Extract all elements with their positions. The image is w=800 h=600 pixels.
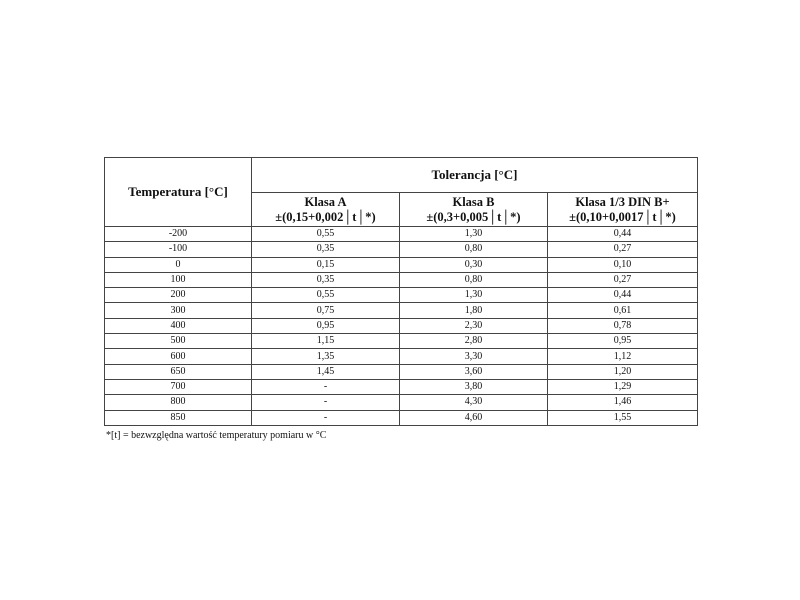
class-a-formula: ±(0,15+0,002│t│*) [275, 209, 376, 224]
class-din-cell: 0,27 [548, 272, 698, 287]
table-row [105, 410, 698, 425]
class-b-cell: 1,80 [400, 303, 548, 318]
class-a-cell: 1,15 [252, 334, 400, 349]
temp-cell: 700 [105, 379, 252, 394]
class-b-cell: 3,30 [400, 349, 548, 364]
temp-cell: 600 [105, 349, 252, 364]
class-din-cell: 0,78 [548, 318, 698, 333]
class-b-cell: 0,80 [400, 272, 548, 287]
class-din-cell: 1,29 [548, 379, 698, 394]
class-a-cell: 1,35 [252, 349, 400, 364]
class-b-cell: 3,60 [400, 364, 548, 379]
table-row [105, 288, 698, 303]
class-din-cell: 1,55 [548, 410, 698, 425]
temperature-header: Temperatura [°C] [105, 158, 252, 227]
temp-cell: -100 [105, 242, 252, 257]
class-a-header [252, 193, 400, 227]
class-a-cell: 0,55 [252, 227, 400, 242]
table-row [105, 395, 698, 410]
table-row [105, 364, 698, 379]
temp-cell: 400 [105, 318, 252, 333]
class-b-cell: 2,30 [400, 318, 548, 333]
class-b-cell: 4,30 [400, 395, 548, 410]
class-din-cell: 0,10 [548, 257, 698, 272]
class-a-cell: 0,35 [252, 242, 400, 257]
class-a-cell: 0,75 [252, 303, 400, 318]
class-din-cell: 0,27 [548, 242, 698, 257]
class-b-cell: 4,60 [400, 410, 548, 425]
class-b-formula: ±(0,3+0,005│t│*) [426, 209, 521, 224]
class-din-cell: 1,20 [548, 364, 698, 379]
temp-cell: 800 [105, 395, 252, 410]
table-row [105, 227, 698, 242]
class-din-formula: ±(0,10+0,0017│t│*) [569, 209, 676, 224]
temp-cell: 650 [105, 364, 252, 379]
temp-cell: 300 [105, 303, 252, 318]
table-row [105, 334, 698, 349]
table-row [105, 303, 698, 318]
class-a-cell: 0,95 [252, 318, 400, 333]
temp-cell: 0 [105, 257, 252, 272]
tolerance-header: Tolerancja [°C] [252, 158, 698, 193]
class-din-cell: 0,44 [548, 227, 698, 242]
class-a-cell: 0,35 [252, 272, 400, 287]
class-b-cell: 0,80 [400, 242, 548, 257]
class-b-cell: 1,30 [400, 288, 548, 303]
class-b-cell: 1,30 [400, 227, 548, 242]
class-din-cell: 0,95 [548, 334, 698, 349]
class-din-header [548, 193, 698, 227]
table-row [105, 318, 698, 333]
table-row [105, 272, 698, 287]
temp-cell: 500 [105, 334, 252, 349]
class-a-name: Klasa A [304, 194, 347, 209]
table-row [105, 242, 698, 257]
temp-cell: 200 [105, 288, 252, 303]
temp-cell: 100 [105, 272, 252, 287]
class-b-cell: 2,80 [400, 334, 548, 349]
tolerance-table [104, 157, 698, 426]
temp-cell: -200 [105, 227, 252, 242]
class-din-cell: 0,44 [548, 288, 698, 303]
table-row [105, 379, 698, 394]
class-din-cell: 1,12 [548, 349, 698, 364]
footnote: *[t] = bezwzględna wartość temperatury pomiaru w °C [106, 430, 327, 441]
class-b-cell: 3,80 [400, 379, 548, 394]
class-din-name: Klasa 1/3 DIN B+ [575, 194, 670, 209]
class-b-cell: 0,30 [400, 257, 548, 272]
class-din-cell: 0,61 [548, 303, 698, 318]
class-a-cell: - [252, 379, 400, 394]
class-a-cell: 0,15 [252, 257, 400, 272]
temp-cell: 850 [105, 410, 252, 425]
class-b-header [400, 193, 548, 227]
class-b-name: Klasa B [452, 194, 495, 209]
table-row [105, 349, 698, 364]
class-a-cell: - [252, 410, 400, 425]
class-a-cell: 1,45 [252, 364, 400, 379]
class-din-cell: 1,46 [548, 395, 698, 410]
class-a-cell: - [252, 395, 400, 410]
class-a-cell: 0,55 [252, 288, 400, 303]
table-row [105, 257, 698, 272]
